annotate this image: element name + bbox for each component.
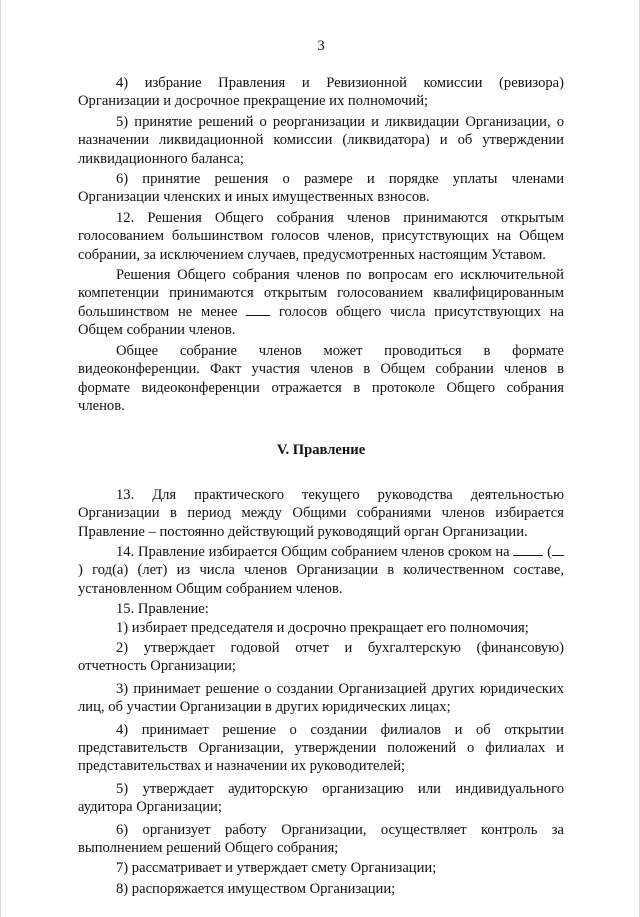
- term-years-blank: [513, 544, 543, 556]
- paragraph-item-6: 6) принятие решения о размере и порядке уплаты членами Организации членских и иных имущественных взносов.: [78, 171, 564, 206]
- votes-count-blank: [246, 304, 270, 316]
- paragraph-clause-13: 13. Для практического текущего руководства деятельностью Организации в период между Общими собраниями членов избирается Правление – постоянно действующий руководящий орган Организации.: [78, 486, 564, 540]
- list-item: 1) избирает председателя и досрочно прекращает его полномочия;: [116, 619, 529, 636]
- term-years-words-blank: [552, 544, 564, 556]
- list-item: 6) организует работу Организации, осуществляет контроль за выполнением решений Общего собрания;: [78, 821, 564, 857]
- list-item: 8) распоряжается имуществом Организации;: [116, 880, 396, 897]
- document-body: [78, 74, 564, 898]
- list-item: 5) утверждает аудиторскую организацию или индивидуального аудитора Организации;: [78, 780, 564, 816]
- paragraph-clause-12: 12. Решения Общего собрания членов принимаются открытым голосованием большинством голосов членов, присутствующих на Общем собрании, за исключением случаев, предусмотренных настоящим Уставом.: [78, 209, 564, 263]
- list-item: 3) принимает решение о создании Организацией других юридических лиц, об участии Организации в других юридических лицах;: [78, 680, 564, 716]
- page-number: 3: [317, 38, 325, 54]
- section-title: V. Правление: [276, 442, 366, 459]
- list-item: 4) принимает решение о создании филиалов и об открытии представительств Организации, утверждении положений о филиалах и представительствах и назначении их руководителей;: [78, 721, 564, 775]
- paragraph-clause-15-intro: 15. Правление:: [116, 601, 209, 618]
- qualified-majority-text-before: Решения Общего собрания членов по вопросам его исключительной компетенции принимаются открытым голосованием квалифицированным большинством не менее: [78, 267, 564, 320]
- paragraph-clause-14: [78, 543, 564, 598]
- list-item: 2) утверждает годовой отчет и бухгалтерскую (финансовую) отчетность Организации;: [78, 639, 564, 675]
- paragraph-video-conference: Общее собрание членов может проводиться в формате видеоконференции. Факт участия членов в Общем собрании членов в формате видеоконференции отражается в протоколе Общего собрания членов.: [78, 342, 564, 414]
- clause-14-text-after: год(а) (лет) из числа членов Организации в количественном составе, установленном Общим собранием членов.: [78, 562, 564, 597]
- paragraph-item-4: 4) избрание Правления и Ревизионной комиссии (ревизора) Организации и досрочное прекращение их полномочий;: [78, 75, 564, 110]
- paren-open: (: [547, 543, 552, 560]
- paragraph-item-5: 5) принятие решений о реорганизации и ликвидации Организации, о назначении ликвидационной комиссии (ликвидатора) и об утверждении ликвидационного баланса;: [78, 113, 564, 167]
- paragraph-qualified-majority: [78, 266, 564, 340]
- qualified-majority-text-after: голосов общего числа присутствующих на Общем собрании членов.: [78, 303, 564, 339]
- paren-close: ): [78, 562, 83, 579]
- clause-14-text-before: 14. Правление избирается Общим собранием членов сроком на: [116, 543, 510, 560]
- list-item: 7) рассматривает и утверждает смету Организации;: [116, 860, 437, 877]
